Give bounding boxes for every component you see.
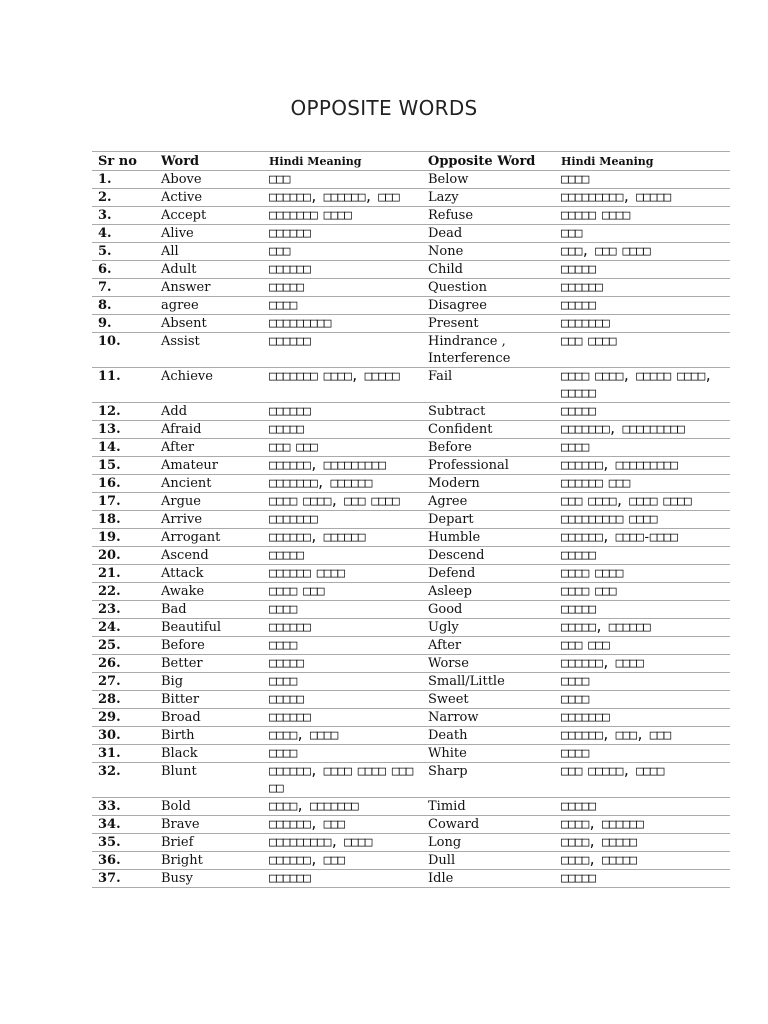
opposite-hindi-meaning-cell: □□□□□ <box>555 297 730 315</box>
word-cell: After <box>155 439 263 457</box>
sr-no-cell: 6. <box>92 261 155 279</box>
word-cell: Blunt <box>155 763 263 798</box>
word-cell: Above <box>155 171 263 189</box>
opposite-word-cell: Professional <box>422 457 555 475</box>
sr-no-cell: 15. <box>92 457 155 475</box>
hindi-meaning-cell: □□□□, □□□□ <box>263 727 422 745</box>
word-cell: Attack <box>155 565 263 583</box>
table-row <box>92 333 730 368</box>
word-cell: Amateur <box>155 457 263 475</box>
opposite-word-cell: Timid <box>422 798 555 816</box>
opposite-word-cell: Below <box>422 171 555 189</box>
word-cell: agree <box>155 297 263 315</box>
opposite-word-cell: Before <box>422 439 555 457</box>
opposite-word-cell: Narrow <box>422 709 555 727</box>
opposite-word-cell: Refuse <box>422 207 555 225</box>
opposite-hindi-meaning-cell: □□□□□□, □□□, □□□ <box>555 727 730 745</box>
opposite-word-cell: Asleep <box>422 583 555 601</box>
word-cell: Black <box>155 745 263 763</box>
sr-no-cell: 37. <box>92 870 155 888</box>
hindi-meaning-cell: □□□□□□□□□ <box>263 315 422 333</box>
sr-no-cell: 24. <box>92 619 155 637</box>
opposite-hindi-meaning-cell: □□□□ □□□ <box>555 583 730 601</box>
word-cell: Bitter <box>155 691 263 709</box>
hindi-meaning-cell: □□□□□ <box>263 279 422 297</box>
word-cell: Beautiful <box>155 619 263 637</box>
hindi-meaning-cell: □□□□ <box>263 745 422 763</box>
word-cell: Argue <box>155 493 263 511</box>
opposite-word-cell: Present <box>422 315 555 333</box>
hindi-meaning-cell: □□□□□□ <box>263 709 422 727</box>
opposite-word-cell: Dull <box>422 852 555 870</box>
table-row <box>92 763 730 798</box>
sr-no-cell: 34. <box>92 816 155 834</box>
sr-no-cell: 27. <box>92 673 155 691</box>
table-row <box>92 547 730 565</box>
hindi-meaning-cell: □□□□□□ <box>263 870 422 888</box>
hindi-meaning-cell: □□□□□□ <box>263 261 422 279</box>
hindi-meaning-cell: □□□□□□, □□□□ □□□□ □□□ □□ <box>263 763 422 798</box>
hindi-meaning-cell: □□□□□ <box>263 655 422 673</box>
opposite-hindi-meaning-cell: □□□□, □□□□□ <box>555 852 730 870</box>
sr-no-cell: 13. <box>92 421 155 439</box>
table-row <box>92 619 730 637</box>
opposite-word-cell: Question <box>422 279 555 297</box>
opposite-hindi-meaning-cell: □□□□ □□□□, □□□□□ □□□□, □□□□□ <box>555 368 730 403</box>
table-row <box>92 745 730 763</box>
hindi-meaning-cell: □□□□□□, □□□ <box>263 816 422 834</box>
word-cell: Brave <box>155 816 263 834</box>
opposite-hindi-meaning-cell: □□□ <box>555 225 730 243</box>
table-row <box>92 315 730 333</box>
opposite-hindi-meaning-cell: □□□□□ <box>555 261 730 279</box>
sr-no-cell: 32. <box>92 763 155 798</box>
table-row <box>92 816 730 834</box>
sr-no-cell: 19. <box>92 529 155 547</box>
opposite-hindi-meaning-cell: □□□□ <box>555 673 730 691</box>
opposite-hindi-meaning-cell: □□□□□□ □□□ <box>555 475 730 493</box>
hindi-meaning-cell: □□□□ <box>263 297 422 315</box>
hindi-meaning-cell: □□□□□□□□□, □□□□ <box>263 834 422 852</box>
header-opposite-hindi-meaning: Hindi Meaning <box>555 152 730 171</box>
hindi-meaning-cell: □□□□ □□□ <box>263 583 422 601</box>
table-row <box>92 529 730 547</box>
hindi-meaning-cell: □□□□ <box>263 673 422 691</box>
hindi-meaning-cell: □□□□□□□ □□□□, □□□□□ <box>263 368 422 403</box>
table-row <box>92 475 730 493</box>
opposite-word-cell: Small/Little <box>422 673 555 691</box>
table-row <box>92 691 730 709</box>
word-cell: Absent <box>155 315 263 333</box>
table-row <box>92 457 730 475</box>
header-word: Word <box>155 152 263 171</box>
table-row <box>92 673 730 691</box>
word-cell: Bold <box>155 798 263 816</box>
word-cell: Brief <box>155 834 263 852</box>
table-row <box>92 225 730 243</box>
opposite-word-cell: Defend <box>422 565 555 583</box>
table-row <box>92 493 730 511</box>
opposite-word-cell: Fail <box>422 368 555 403</box>
page-title: OPPOSITE WORDS <box>290 96 478 120</box>
sr-no-cell: 35. <box>92 834 155 852</box>
sr-no-cell: 5. <box>92 243 155 261</box>
sr-no-cell: 2. <box>92 189 155 207</box>
opposite-hindi-meaning-cell: □□□□ <box>555 439 730 457</box>
hindi-meaning-cell: □□□□ <box>263 637 422 655</box>
sr-no-cell: 23. <box>92 601 155 619</box>
table-row <box>92 403 730 421</box>
opposite-words-table <box>92 151 730 888</box>
table-row <box>92 601 730 619</box>
opposite-word-cell: Idle <box>422 870 555 888</box>
hindi-meaning-cell: □□□□□□, □□□□□□ <box>263 529 422 547</box>
opposite-hindi-meaning-cell: □□□□□, □□□□□□ <box>555 619 730 637</box>
opposite-word-cell: None <box>422 243 555 261</box>
word-cell: Achieve <box>155 368 263 403</box>
opposite-word-cell: Child <box>422 261 555 279</box>
word-cell: Ascend <box>155 547 263 565</box>
opposite-word-cell: Sharp <box>422 763 555 798</box>
hindi-meaning-cell: □□□□□□□ <box>263 511 422 529</box>
opposite-hindi-meaning-cell: □□□□ <box>555 171 730 189</box>
table-row <box>92 870 730 888</box>
word-cell: Busy <box>155 870 263 888</box>
hindi-meaning-cell: □□□□□□, □□□□□□, □□□ <box>263 189 422 207</box>
table-row <box>92 279 730 297</box>
sr-no-cell: 31. <box>92 745 155 763</box>
header-sr-no: Sr no <box>92 152 155 171</box>
sr-no-cell: 9. <box>92 315 155 333</box>
table-header-row <box>92 152 730 171</box>
opposite-word-cell: Disagree <box>422 297 555 315</box>
header-hindi-meaning: Hindi Meaning <box>263 152 422 171</box>
word-cell: Big <box>155 673 263 691</box>
table-row <box>92 171 730 189</box>
sr-no-cell: 8. <box>92 297 155 315</box>
opposite-hindi-meaning-cell: □□□□, □□□□□ <box>555 834 730 852</box>
opposite-hindi-meaning-cell: □□□□□ □□□□ <box>555 207 730 225</box>
opposite-word-cell: Descend <box>422 547 555 565</box>
opposite-word-cell: Modern <box>422 475 555 493</box>
sr-no-cell: 18. <box>92 511 155 529</box>
opposite-hindi-meaning-cell: □□□□□ <box>555 870 730 888</box>
table-row <box>92 709 730 727</box>
opposite-hindi-meaning-cell: □□□□□ <box>555 547 730 565</box>
hindi-meaning-cell: □□□□ □□□□, □□□ □□□□ <box>263 493 422 511</box>
hindi-meaning-cell: □□□□□ <box>263 691 422 709</box>
hindi-meaning-cell: □□□□□□ □□□□ <box>263 565 422 583</box>
opposite-hindi-meaning-cell: □□□□□□ <box>555 279 730 297</box>
opposite-word-cell: Sweet <box>422 691 555 709</box>
word-cell: Before <box>155 637 263 655</box>
sr-no-cell: 21. <box>92 565 155 583</box>
opposite-word-cell: Worse <box>422 655 555 673</box>
sr-no-cell: 20. <box>92 547 155 565</box>
word-cell: All <box>155 243 263 261</box>
opposite-word-cell: Coward <box>422 816 555 834</box>
word-cell: Better <box>155 655 263 673</box>
word-cell: Afraid <box>155 421 263 439</box>
sr-no-cell: 36. <box>92 852 155 870</box>
table-row <box>92 368 730 403</box>
word-cell: Alive <box>155 225 263 243</box>
opposite-hindi-meaning-cell: □□□□, □□□□□□ <box>555 816 730 834</box>
opposite-word-cell: Good <box>422 601 555 619</box>
word-cell: Assist <box>155 333 263 368</box>
word-cell: Awake <box>155 583 263 601</box>
sr-no-cell: 28. <box>92 691 155 709</box>
opposite-hindi-meaning-cell: □□□□□□, □□□□□□□□□ <box>555 457 730 475</box>
hindi-meaning-cell: □□□ □□□ <box>263 439 422 457</box>
hindi-meaning-cell: □□□□□□ <box>263 403 422 421</box>
hindi-meaning-cell: □□□□ <box>263 601 422 619</box>
word-cell: Accept <box>155 207 263 225</box>
table-row <box>92 852 730 870</box>
sr-no-cell: 33. <box>92 798 155 816</box>
table-row <box>92 727 730 745</box>
opposite-word-cell: Agree <box>422 493 555 511</box>
table-row <box>92 261 730 279</box>
word-cell: Answer <box>155 279 263 297</box>
opposite-word-cell: Death <box>422 727 555 745</box>
word-cell: Birth <box>155 727 263 745</box>
sr-no-cell: 1. <box>92 171 155 189</box>
opposite-hindi-meaning-cell: □□□□□ <box>555 601 730 619</box>
opposite-hindi-meaning-cell: □□□□□□, □□□□-□□□□ <box>555 529 730 547</box>
opposite-hindi-meaning-cell: □□□□□ <box>555 403 730 421</box>
word-cell: Bright <box>155 852 263 870</box>
hindi-meaning-cell: □□□□□□□, □□□□□□ <box>263 475 422 493</box>
sr-no-cell: 14. <box>92 439 155 457</box>
word-cell: Broad <box>155 709 263 727</box>
hindi-meaning-cell: □□□□□□, □□□ <box>263 852 422 870</box>
hindi-meaning-cell: □□□□□ <box>263 547 422 565</box>
table-row <box>92 243 730 261</box>
opposite-word-cell: Lazy <box>422 189 555 207</box>
opposite-hindi-meaning-cell: □□□□□□□ <box>555 315 730 333</box>
opposite-word-cell: Hindrance , Interference <box>422 333 555 368</box>
opposite-hindi-meaning-cell: □□□□□□, □□□□ <box>555 655 730 673</box>
word-cell: Active <box>155 189 263 207</box>
opposite-hindi-meaning-cell: □□□□□□□□□, □□□□□ <box>555 189 730 207</box>
opposite-word-cell: Ugly <box>422 619 555 637</box>
word-cell: Ancient <box>155 475 263 493</box>
hindi-meaning-cell: □□□□, □□□□□□□ <box>263 798 422 816</box>
opposite-hindi-meaning-cell: □□□, □□□ □□□□ <box>555 243 730 261</box>
word-cell: Arrive <box>155 511 263 529</box>
opposite-hindi-meaning-cell: □□□□ <box>555 745 730 763</box>
opposite-word-cell: Subtract <box>422 403 555 421</box>
hindi-meaning-cell: □□□ <box>263 243 422 261</box>
opposite-word-cell: Confident <box>422 421 555 439</box>
sr-no-cell: 30. <box>92 727 155 745</box>
opposite-word-cell: Depart <box>422 511 555 529</box>
opposite-word-cell: White <box>422 745 555 763</box>
opposite-hindi-meaning-cell: □□□□ <box>555 691 730 709</box>
opposite-hindi-meaning-cell: □□□□□ <box>555 798 730 816</box>
table-row <box>92 207 730 225</box>
sr-no-cell: 16. <box>92 475 155 493</box>
opposite-hindi-meaning-cell: □□□□□□□, □□□□□□□□□ <box>555 421 730 439</box>
table-row <box>92 511 730 529</box>
hindi-meaning-cell: □□□□□□□ □□□□ <box>263 207 422 225</box>
sr-no-cell: 25. <box>92 637 155 655</box>
sr-no-cell: 12. <box>92 403 155 421</box>
table-row <box>92 439 730 457</box>
opposite-hindi-meaning-cell: □□□□□□□ <box>555 709 730 727</box>
opposite-hindi-meaning-cell: □□□□□□□□□ □□□□ <box>555 511 730 529</box>
table-row <box>92 297 730 315</box>
sr-no-cell: 7. <box>92 279 155 297</box>
table-row <box>92 834 730 852</box>
table-row <box>92 798 730 816</box>
opposite-word-cell: After <box>422 637 555 655</box>
sr-no-cell: 22. <box>92 583 155 601</box>
opposite-hindi-meaning-cell: □□□ □□□□□, □□□□ <box>555 763 730 798</box>
opposite-word-cell: Long <box>422 834 555 852</box>
hindi-meaning-cell: □□□ <box>263 171 422 189</box>
opposite-hindi-meaning-cell: □□□ □□□□, □□□□ □□□□ <box>555 493 730 511</box>
hindi-meaning-cell: □□□□□□, □□□□□□□□□ <box>263 457 422 475</box>
opposite-hindi-meaning-cell: □□□ □□□□ <box>555 333 730 368</box>
hindi-meaning-cell: □□□□□□ <box>263 333 422 368</box>
opposite-hindi-meaning-cell: □□□ □□□ <box>555 637 730 655</box>
word-cell: Add <box>155 403 263 421</box>
sr-no-cell: 10. <box>92 333 155 368</box>
header-opposite-word: Opposite Word <box>422 152 555 171</box>
opposite-word-cell: Dead <box>422 225 555 243</box>
word-cell: Arrogant <box>155 529 263 547</box>
table-row <box>92 189 730 207</box>
table-row <box>92 421 730 439</box>
sr-no-cell: 3. <box>92 207 155 225</box>
sr-no-cell: 26. <box>92 655 155 673</box>
table-row <box>92 583 730 601</box>
sr-no-cell: 17. <box>92 493 155 511</box>
sr-no-cell: 29. <box>92 709 155 727</box>
table-row <box>92 655 730 673</box>
table-row <box>92 637 730 655</box>
hindi-meaning-cell: □□□□□ <box>263 421 422 439</box>
sr-no-cell: 4. <box>92 225 155 243</box>
sr-no-cell: 11. <box>92 368 155 403</box>
hindi-meaning-cell: □□□□□□ <box>263 225 422 243</box>
opposite-word-cell: Humble <box>422 529 555 547</box>
opposite-hindi-meaning-cell: □□□□ □□□□ <box>555 565 730 583</box>
word-cell: Bad <box>155 601 263 619</box>
word-cell: Adult <box>155 261 263 279</box>
table-row <box>92 565 730 583</box>
hindi-meaning-cell: □□□□□□ <box>263 619 422 637</box>
